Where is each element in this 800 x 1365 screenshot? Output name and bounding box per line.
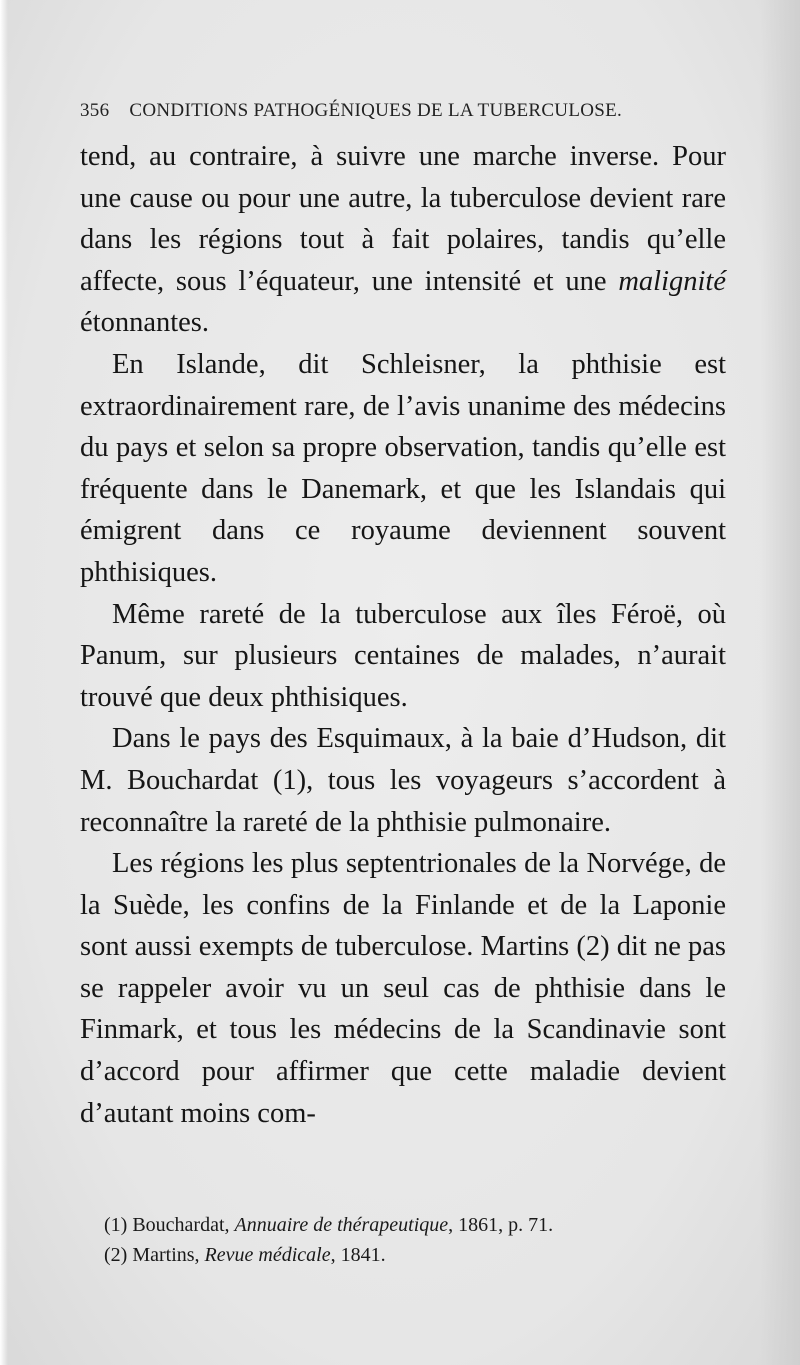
footnote-text: , 1861, p. 71.: [448, 1214, 554, 1236]
text-segment: Dans le pays des Esquimaux, à la baie d’Hudson, dit M. Bouchardat (1), tous les voyageurs s’accordent à reconnaître la rareté de la phthisie pulmonaire.: [80, 723, 726, 838]
footnote-text: , 1841.: [330, 1244, 386, 1266]
footnote-2: [104, 1240, 724, 1270]
footnote-title: Revue médicale: [204, 1244, 331, 1266]
footnotes: [104, 1210, 724, 1270]
footnote-1: [104, 1210, 724, 1240]
italic-term: malignité: [618, 265, 726, 297]
paragraph-3: [80, 594, 726, 719]
running-head: [80, 100, 730, 122]
page-number: 356: [80, 100, 110, 121]
footnote-text: (1) Bouchardat,: [104, 1214, 235, 1236]
paragraph-1: [80, 136, 726, 344]
paragraph-4: [80, 718, 726, 843]
footnote-text: (2) Martins,: [104, 1244, 205, 1266]
text-segment: tend, au contraire, à suivre une marche inverse. Pour une cause ou pour une autre, la tuberculose devient rare dans les régions tout à fait polaires, tandis qu’elle affecte, sous l’équateur, une intensité et une: [80, 141, 726, 297]
paragraph-5: [80, 843, 726, 1134]
text-segment: Les régions les plus septentrionales de la Norvége, de la Suède, les confins de la Finlande et de la Laponie sont aussi exempts de tuberculose. Martins (2) dit ne pas se rappeler avoir vu un seul cas de phthisie dans le Finmark, et tous les médecins de la Scandinavie sont d’accord pour affirmer que cette maladie devient d’autant moins com-: [80, 848, 726, 1129]
paragraph-2: [80, 344, 726, 594]
body-text: [80, 136, 726, 1134]
running-title: CONDITIONS PATHOGÉNIQUES DE LA TUBERCULOSE.: [129, 100, 623, 121]
text-segment: Même rareté de la tuberculose aux îles Féroë, où Panum, sur plusieurs centaines de malades, n’aurait trouvé que deux phthisiques.: [80, 598, 726, 713]
text-segment: étonnantes.: [80, 307, 210, 339]
text-segment: En Islande, dit Schleisner, la phthisie est extraordinairement rare, de l’avis unanime des médecins du pays et selon sa propre observation, tandis qu’elle est fréquente dans le Danemark, et que les Islandais qui émigrent dans ce royaume deviennent souvent phthisiques.: [80, 348, 726, 588]
footnote-title: Annuaire de thérapeutique: [234, 1214, 449, 1236]
